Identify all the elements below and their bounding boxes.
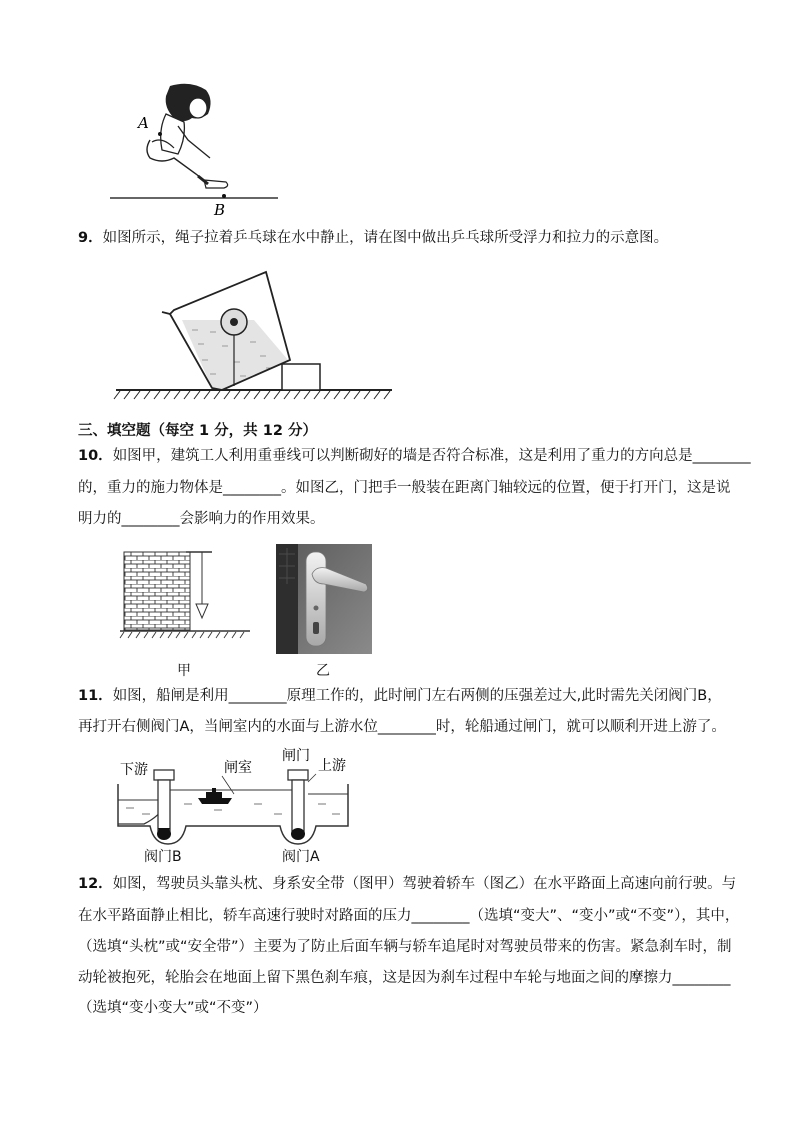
question-12-line-2: 在水平路面静止相比，轿车高速行驶时对路面的压力________（选填“变大”、“变小”或“不变”），其中，: [78, 908, 740, 924]
question-12-line-4: 动轮被抱死，轮胎会在地面上留下黑色刹车痕，这是因为刹车过程中车轮与地面之间的摩擦力________: [78, 970, 731, 986]
label-gate: 闸门: [282, 748, 310, 764]
question-number: 12．: [78, 876, 113, 892]
door-handle-figure: [276, 544, 372, 654]
label-a: A: [138, 114, 149, 132]
question-9: [78, 228, 668, 248]
question-10-line-2: 的，重力的施力物体是________。如图乙，门把手一般装在距离门轴较远的位置，便于打开门，这是说: [78, 480, 731, 496]
question-text: 如图，船闸是利用________原理工作的，此时闸门左右两侧的压强差过大,此时需先关闭阀门B，: [112, 688, 722, 704]
caption-yi: 乙: [316, 663, 330, 679]
label-b: B: [214, 201, 226, 218]
caption-jia: 甲: [177, 663, 191, 679]
person-figure: [100, 78, 290, 218]
question-11-line-1: [78, 686, 722, 706]
question-11-line-2: 再打开右侧阀门A，当闸室内的水面与上游水位________时，轮船通过闸门，就可以顺利开进上游了。: [78, 719, 726, 735]
brick-wall-figure: [116, 544, 256, 644]
label-upstream: 上游: [318, 758, 346, 774]
question-12-line-3: （选填“头枕”或“安全带”）主要为了防止后面车辆与轿车追尾时对驾驶员带来的伤害。紧急刹车时，制: [78, 939, 732, 955]
label-valve-a: 阀门A: [282, 849, 320, 865]
label-downstream: 下游: [120, 762, 148, 778]
question-text: 如图，驾驶员头靠头枕、身系安全带（图甲）驾驶着轿车（图乙）在水平路面上高速向前行驶。与: [112, 876, 737, 892]
section-heading: 三、填空题（每空 1 分，共 12 分）: [78, 423, 317, 439]
label-chamber: 闸室: [224, 760, 252, 776]
question-text: 如图甲，建筑工人利用重垂线可以判断砌好的墙是否符合标准，这是利用了重力的方向总是________: [112, 448, 751, 464]
question-number: 11．: [78, 688, 113, 704]
question-12-line-1: [78, 874, 736, 894]
question-12-line-5: （选填“变小变大”或“不变”）: [78, 1000, 268, 1016]
label-valve-b: 阀门B: [144, 849, 182, 865]
question-text: 如图所示，绳子拉着乒乓球在水中静止，请在图中做出乒乓球所受浮力和拉力的示意图。: [102, 230, 669, 246]
question-number: 10．: [78, 448, 113, 464]
beaker-figure: [110, 264, 400, 404]
question-10-line-1: [78, 446, 751, 466]
question-number: 9．: [78, 230, 103, 246]
question-10-line-3: 明力的________会影响力的作用效果。: [78, 511, 325, 527]
